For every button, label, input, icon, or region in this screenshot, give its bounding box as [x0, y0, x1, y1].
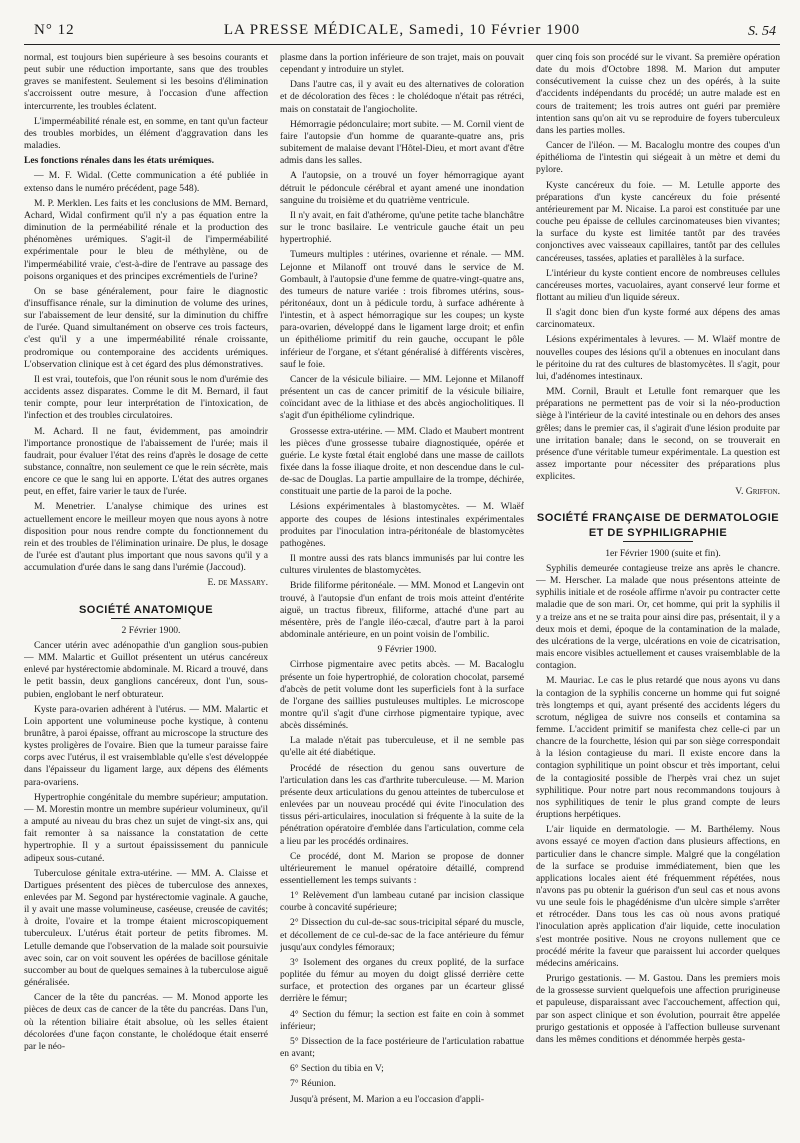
session-date: 9 Février 1900.: [377, 644, 437, 656]
author-signature: E. de Massary.: [207, 577, 268, 589]
paragraph: Cancer de la tête du pancréas. — M. Monod apporte les pièces de deux cas de cancer de la tête du pancréas. Dans l'un, où la rétention biliaire était absolue, où les selles étaient décolorées d'une façon constante, le cholédoque était enserré par le néo-: [24, 992, 268, 1052]
paragraph: Cirrhose pigmentaire avec petits abcès. — M. Bacaloglu présente un foie hypertrophié, de coloration chocolat, parsemé d'abcès de petit volume dont les superficiels font à la surface de l'organe des saillies pustuleuses multiples. Le microscope montre qu'il s'agit d'une cirrhose pigmentaire typique, avec abcès disséminés.: [280, 659, 524, 732]
paragraph: L'imperméabilité rénale est, en somme, en tant qu'un facteur des troubles morbides, un élément d'aggravation dans les maladies.: [24, 115, 268, 152]
paragraph: Cancer de la vésicule biliaire. — MM. Lejonne et Milanoff présentent un cas de cancer primitif de la vésicule biliaire, coïncidant avec de la lithiase et des abcès angiocholitiques. Il s'agit d'un épithéliome cylindrique.: [280, 373, 524, 422]
list-item: 1° Relèvement d'un lambeau cutané par incision classique courbe à concavité supérieure;: [280, 890, 524, 914]
paragraph: Lésions expérimentales à levures. — M. Wlaëf montre de nouvelles coupes des lésions qu'il a obtenues en inoculant dans le péritoine du rat des cultures de blastomycètes. Il s'agit, pour lui, d'adénomes intestinaux.: [536, 334, 780, 382]
list-item: 4° Section du fémur; la section est faite en coin à sommet inférieur;: [280, 1008, 524, 1032]
paragraph: Il montre aussi des rats blancs immunisés par lui contre les cultures virulentes de blastomycètes.: [280, 553, 524, 577]
section-title: SOCIÉTÉ ANATOMIQUE: [78, 603, 214, 616]
paragraph: Jusqu'à présent, M. Marion a eu l'occasion d'appli-: [290, 1093, 485, 1105]
section-rule: [111, 618, 181, 619]
session-date: 2 Février 1900.: [121, 624, 181, 636]
paragraph: MM. Cornil, Brault et Letulle font remarquer que les préparations ne permettent pas de voir si la néo-production siège à l'intérieur de la cavité intestinale ou en dehors des anses grêles; dans le premier cas, il s'agirait d'une lésion produite par une irritation banale; dans le second, on se trouverait en présence d'une véritable tumeur expérimentale. La question est assez importante pour nécessiter des préparations plus explicites.: [536, 386, 780, 483]
paragraph: Syphilis demeurée contagieuse treize ans après le chancre. — M. Herscher. La malade que nous présentons atteinte de syphilis initiale et de roséole affirme n'avoir pu contracter cette maladie que de son mari. Or, cet homme, qui prit la syphilis il y a treize ans et ne se traita pour ainsi dire pas, présentait, il y a deux mois et demi, époque de la contamination de la malade, des ulcérations de la verge, ulcérations en voie de cicatrisation, mais encore visibles actuellement et causes vraisemblable de la contagion.: [536, 562, 780, 672]
paragraph: Kyste cancéreux du foie. — M. Letulle apporte des préparations d'un kyste cancéreux du foie présenté antérieurement par M. Nicaise. La paroi est constituée par une couche peu épaisse de cellules carcinomateuses bien vivantes; la surface du kyste est limitée tantôt par des travées conjonctives avec vaisseaux capillaires, tantôt par des cellules cancéreuses, tassées, aplaties et parallèles à la surface.: [536, 179, 780, 264]
author-signature: V. Griffon.: [735, 486, 780, 498]
paragraph: On se base généralement, pour faire le diagnostic d'insuffisance rénale, sur la diminution de volume des urines, sur l'abaissement de leur densité, sur la diminution du chiffre de l'urée. Quand simultanément on observe ces trois facteurs, c'est qu'il y a une imperméabilité rénale croissante, prodromique ou contemporaine des accidents urémiques. L'observation clinique est à cet égard des plus démonstratives.: [24, 285, 268, 370]
article-heading: Les fonctions rénales dans les états urémiques.: [24, 155, 215, 167]
paragraph: Il est vrai, toutefois, que l'on réunit sous le nom d'urémie des accidents assez disparates. Comme le dit M. Bernard, il faut tenir compte, pour leur interprétation de l'intoxication, de l'infection et des troubles circulatoires.: [24, 373, 268, 422]
paragraph: normal, est toujours bien supérieure à ses besoins courants et peut subir une réduction importante, sans que des troubles graves se manifestent. Seulement si les besoins d'élimination s'accroissent outre mesure, à l'occasion d'une affection intercurrente, les troubles éclatent.: [24, 52, 268, 112]
paragraph: Cancer utérin avec adénopathie d'un ganglion sous-pubien — MM. Malartic et Guillot présentent un utérus cancéreux enlevé par hystérectomie abdominale. M. Ricard a trouvé, dans le petit bassin, deux ganglions cancéreux, dont l'un, sous-pubien, englobant le nerf obturateur.: [24, 639, 268, 700]
text-columns: [24, 52, 780, 1133]
paragraph: Kyste para-ovarien adhérent à l'utérus. — MM. Malartic et Loin apportent une volumineuse poche kystique, à contenu brunâtre, à paroi épaisse, offrant au microscope la structure des kystes proligères de l'ovaire. Bien que la tumeur paraisse faire corps avec l'utérus, il est vraisemblable qu'elle s'est développée dans l'épaisseur du ligament large, aux dépens des éléments para-ovariens.: [24, 703, 268, 788]
issue-number: N° 12: [34, 22, 75, 38]
paragraph: Cancer de l'iléon. — M. Bacaloglu montre des coupes d'un épithélioma de l'intestin qui siégeait à un mètre et demi du pylore.: [536, 140, 780, 176]
paragraph: Dans l'autre cas, il y avait eu des alternatives de coloration et de décoloration des fèces : le cholédoque n'était pas rétréci, mais on constatait de l'angiocholite.: [280, 79, 524, 115]
paragraph: M. Menetrier. L'analyse chimique des urines est actuellement encore le meilleur moyen que nous ayons à notre disposition pour nous rendre compte du fonctionnement du rein et des troubles de l'élimination urinaire. De plus, le dosage de l'urée est d'autant plus important que nous savons qu'il y a accumulation d'urée dans le sang dans l'urémie (Jaccoud).: [24, 501, 268, 574]
page-header: [24, 0, 780, 40]
paragraph: — M. F. Widal. (Cette communication a été publiée in extenso dans le numéro précédent, page 548).: [24, 170, 268, 194]
paragraph: Hémorragie pédonculaire; mort subite. — M. Cornil vient de faire l'autopsie d'un homme de quarante-quatre ans, pris subitement de malaise devant l'Hôtel-Dieu, et mort avant d'être admis dans les salles.: [280, 118, 524, 167]
paragraph: M. P. Merklen. Les faits et les conclusions de MM. Bernard, Achard, Widal confirment qu'il n'y a pas équation entre la diminution de la perméabilité rénale et la production des phénomènes urémiques. S'agit-il de l'imperméabilité expérimentale pour le bleu de méthylène, ou de l'imperméabilité vraie, c'est-à-dire de l'entrave au passage des poisons organiques et des principes excrémentiels de l'urine?: [24, 197, 268, 282]
list-item: 6° Section du tibia en V;: [290, 1063, 384, 1075]
page-folio: S. 54: [748, 24, 776, 39]
paragraph: Il n'y avait, en fait d'athérome, qu'une petite tache blanchâtre sur le tronc basilaire. Le ventricule gauche était un peu hypertrophié.: [280, 209, 524, 246]
paragraph: Hypertrophie congénitale du membre supérieur; amputation. — M. Morestin montre un membre supérieur volumineux, qu'il a amputé au niveau du bras chez un sujet de vingt-six ans, qui fait remonter à sa naissance la constatation de cette hypertrophie. Il y a surtout épaississement du pannicule adipeux sous-cutané.: [24, 791, 268, 864]
session-date: 1er Février 1900 (suite et fin).: [605, 547, 721, 559]
column-1: [24, 52, 268, 1133]
section-title-line-2: ET DE SYPHILIGRAPHIE: [588, 526, 728, 539]
paragraph: Grossesse extra-utérine. — MM. Clado et Maubert montrent les pièces d'une grossesse tubaire diagnostiquée, opérée et guérie. Le kyste fœtal était englobé dans une masse de caillots fixée dans la fosse iliaque droite, et non descendue dans le cul-de-sac de Douglas. La partie ampullaire de la trompe, déchirée, constituait une partie de la paroi de la poche.: [280, 425, 524, 498]
paragraph: Tuberculose génitale extra-utérine. — MM. A. Claisse et Dartigues présentent des pièces de tuberculose des annexes, enlevées par M. Segond par hystérectomie vaginale. A gauche, il y avait une masse volumineuse, caséeuse, creusée de cavités; à droite, l'ovaire et la trompe étaient microscopiquement tuberculeux. L'utérus était porteur de petits fibromes. M. Letulle demande que l'observation de la malade soit poursuivie avec soin, car on voit souvent les opérées de bacillose génitale succomber au bout de quelques semaines à la tuberculose aiguë généralisée.: [24, 867, 268, 989]
paragraph: La malade n'était pas tuberculeuse, et il ne semble pas qu'elle ait été diabétique.: [280, 735, 524, 759]
list-item: 7° Réunion.: [290, 1078, 336, 1090]
paragraph: M. Achard. Il ne faut, évidemment, pas amoindrir l'importance pronostique de l'abaissement de l'urée; mais il faudrait, pour évaluer l'état des reins d'après le dosage de cette substance, connaître, non seulement ce que le rein sécrète, mais encore ce que le sang lui en apporte. L'état des autres organes peut, en effet, faire varier le taux de l'urée.: [24, 425, 268, 498]
list-item: 3° Isolement des organes du creux poplité, de la surface poplitée du fémur au moyen du doigt glissé derrière cette surface, et protection des organes par un écarteur glissé derrière le fémur;: [280, 956, 524, 1005]
paragraph: Procédé de résection du genou sans ouverture de l'articulation dans les cas d'arthrite tuberculeuse. — M. Marion présente deux articulations du genou atteintes de tuberculose et enlevées par un nouveau procédé qui évite l'inoculation des tissus péri-articulaires, inoculation si fréquente à la suite de la pénétration opératoire d'emblée dans l'articulation, comme cela a lieu par les procédés ordinaires.: [280, 762, 524, 847]
list-item: 2° Dissection du cul-de-sac sous-tricipital séparé du muscle, et décollement de ce cul-de-sac de la face antérieure du fémur jusqu'aux condyles fémoraux;: [280, 917, 524, 953]
paragraph: A l'autopsie, on a trouvé un foyer hémorragique ayant détruit le pédoncule cérébral et ayant amené une inondation sanguine du troisième et du quatrième ventricule.: [280, 170, 524, 206]
paragraph: Lésions expérimentales à blastomycètes. — M. Wlaëf apporte des coupes de lésions intestinales expérimentales produites par l'inoculation intra-péritonéale de blastomycètes pathogènes.: [280, 501, 524, 549]
paragraph: M. Mauriac. Le cas le plus retardé que nous ayons vu dans la contagion de la syphilis concerne un homme qui fut soigné très longtemps et qui, ayant présenté des accidents légers du scrotum, négligea de suivre nos conseils et contamina sa femme. L'accident primitif se manifesta chez celle-ci par un chancre de la fourchette, lésion qui par son siège correspondait à la lésion contagieuse du mari. Il existe encore dans la contagion syphilitique un point obscur et très important, celui de la contagiosité possible de l'herpès vrai chez un sujet syphilitique. Pour notre part nous recommandons toujours à nos syphilitiques de tenir le plus grand compte de leurs éruptions herpétiques.: [536, 675, 780, 821]
paragraph: Bride filiforme péritonéale. — MM. Monod et Langevin ont trouvé, à l'autopsie d'un enfant de trois mois atteint d'entérite aiguë, un tractus fibreux, filiforme, attaché d'une part au mésentère, près de l'angle iléo-cæcal, d'autre part à la paroi abdominale antérieure, en un point voisin de l'ombilic.: [280, 580, 524, 641]
paragraph: Prurigo gestationis. — M. Gastou. Dans les premiers mois de la grossesse survient quelquefois une affection prurigineuse et papuleuse, disparaissant avec l'accouchement, affection qui, par son aspect clinique et son évolution, pourrait être appelée prurigo gestationis et opposée à l'affection bulleuse survenant dans les mêmes conditions et dénommée herpès gesta-: [536, 973, 780, 1045]
paragraph: Ce procédé, dont M. Marion se propose de donner ultérieurement le manuel opératoire détaillé, comprend essentiellement les temps suivants :: [280, 850, 524, 886]
paragraph: Il s'agit donc bien d'un kyste formé aux dépens des amas carcinomateux.: [536, 307, 780, 331]
column-2: [280, 52, 524, 1133]
list-item: 5° Dissection de la face postérieure de l'articulation rabattue en avant;: [280, 1035, 524, 1060]
paragraph: L'air liquide en dermatologie. — M. Barthélemy. Nous avons essayé ce moyen d'action dans plusieurs affections, en particulier dans le chancre simple. Malgré que la congélation de la surface se produise immédiatement, bien que les applications locales aient été fréquemment répétées, nous n'avons pas pu obtenir la guérison d'un seul cas et nous avons vu une seule fois le phagédénisme d'un ulcère simple s'arrêter et rétrocéder. Dans tous les cas où nous avons pratiqué l'inoculation après application d'air liquide, cette inoculation s'est montrée positive. Nous ne croyons nullement que ce procédé mérite la faveur que paraissent lui accorder quelques médecins américains.: [536, 824, 780, 969]
paragraph: L'intérieur du kyste contient encore de nombreuses cellules cancéreuses mortes, vacuolaires, ayant conservé leur forme et flottant au milieu d'un liquide séreux.: [536, 267, 780, 303]
header-rule: [24, 44, 780, 45]
paragraph: Tumeurs multiples : utérines, ovarienne et rénale. — MM. Lejonne et Milanoff ont trouvé dans le service de M. Gombault, à l'autopsie d'une femme de quatre-vingt-quatre ans, des tumeurs de nature variée : trois fibromes utérins, sous-péritonéaux, dont un à pédicule tordu, à surface adhérente à l'intestin, et à aspect hémorragique sur les coupes; un kyste para-ovarien, développé dans le ligament large droit; et enfin un épithéliome primitif du rein gauche, occupant le pôle inférieur de l'organe, et s'étant généralisé à différents viscères, sauf le foie.: [280, 249, 524, 370]
paragraph: quer cinq fois son procédé sur le vivant. Sa première opération date du mois d'Octobre 1898. M. Marion dut amputer consécutivement la cuisse chez un des opérés, à la suite d'accidents indépendants du procédé; un autre malade est en cours de traitement; les trois autres ont guéri par première intention sans qu'on ait vu se reproduire de foyers tuberculeux dans les parties molles.: [536, 52, 780, 136]
paragraph: plasme dans la portion inférieure de son trajet, mais on pouvait cependant y introduire un stylet.: [280, 52, 524, 76]
section-rule: [623, 541, 693, 542]
column-3: [536, 52, 780, 1133]
masthead-title: LA PRESSE MÉDICALE, Samedi, 10 Février 1900: [223, 22, 581, 38]
section-title: SOCIÉTÉ FRANÇAISE DE DERMATOLOGIE: [536, 512, 780, 525]
